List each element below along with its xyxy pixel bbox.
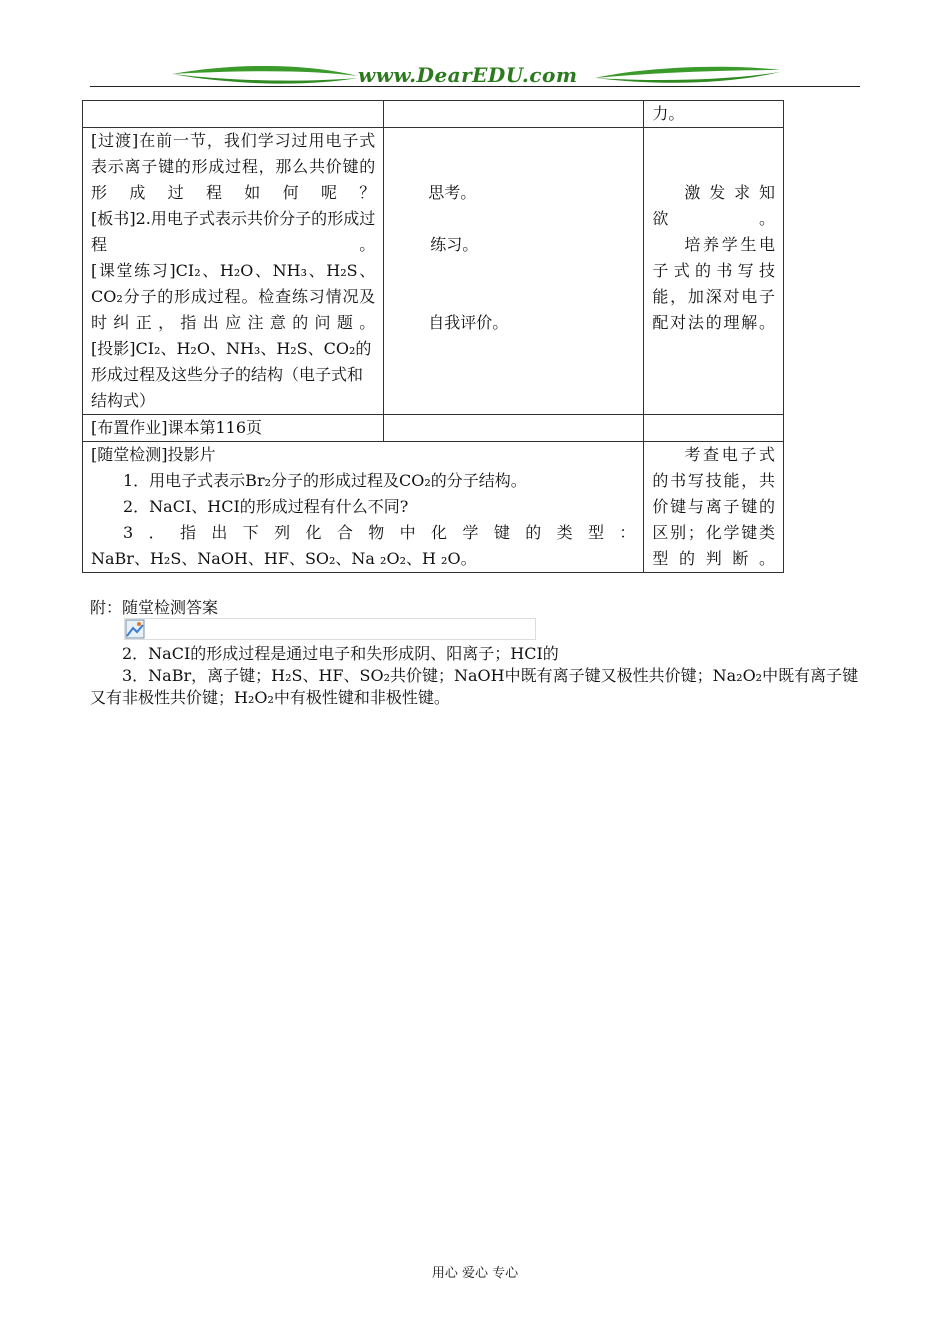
cell-text: [过渡]在前一节，我们学习过用电子式表示离子键的形成过程，那么共价键的形成过程如何呢？ xyxy=(91,131,376,202)
cell-text: 考查电子式的书写技能，共价键与离子键的区别；化学键类型的判断。 xyxy=(652,445,775,568)
table-cell xyxy=(384,101,644,128)
purpose-cell xyxy=(644,128,784,415)
teacher-activity-cell xyxy=(83,128,384,415)
cell-text: 自我评价。 xyxy=(428,313,509,332)
answer-3: 3．NaBr，离子键；H₂S、HF、SO₂共价键；NaOH中既有离子键又极性共价键；Na₂O₂中既有离子键又有非极性共价键；H₂O₂中有极性键和非极性键。 xyxy=(90,666,859,707)
purpose-cell xyxy=(644,442,784,573)
table-cell xyxy=(384,415,644,442)
page-header xyxy=(90,58,860,90)
student-activity-cell xyxy=(384,128,644,415)
cell-text: [板书]2.用电子式表示共价分子的形成过程。 xyxy=(91,209,376,254)
cell-text: [课堂练习]CI₂、H₂O、NH₃、H₂S、CO₂分子的形成过程。检查练习情况及时纠正，指出应注意的问题。 xyxy=(91,261,376,332)
table-row xyxy=(83,101,784,128)
table-row xyxy=(83,442,784,573)
header-logo-text: www.DearEDU.com xyxy=(358,63,578,87)
cell-text: 练习。 xyxy=(430,235,479,254)
page-footer: 用心 爱心 专心 xyxy=(431,1266,519,1281)
lesson-table xyxy=(82,100,784,573)
table-row xyxy=(83,415,784,442)
appendix xyxy=(90,597,860,709)
broken-image-icon xyxy=(125,619,145,639)
cell-text: NaBr、H₂S、NaOH、HF、SO₂、Na ₂O₂、H ₂O。 xyxy=(91,549,477,568)
table-cell: [布置作业]课本第116页 xyxy=(83,415,384,442)
appendix-title: 附：随堂检测答案 xyxy=(90,598,219,617)
table-cell: 力。 xyxy=(644,101,784,128)
cell-text: 思考。 xyxy=(428,183,477,202)
cell-text: [投影]CI₂、H₂O、NH₃、H₂S、CO₂的形成过程及这些分子的结构（电子式和结构式） xyxy=(91,339,372,410)
table-cell xyxy=(644,415,784,442)
table-row xyxy=(83,128,784,415)
cell-text: 2．NaCI、HCI的形成过程有什么不同? xyxy=(123,497,409,516)
cell-text: 3．指出下列化合物中化学键的类型： xyxy=(123,523,636,542)
cell-text: 激发求知欲。 xyxy=(652,183,775,228)
cell-text: 培养学生电子式的书写技能，加深对电子配对法的理解。 xyxy=(652,235,775,332)
table-cell xyxy=(83,101,384,128)
quiz-cell xyxy=(83,442,644,573)
answer-2: 2．NaCI的形成过程是通过电子和失形成阴、阳离子；HCI的 xyxy=(122,644,559,663)
header-rule xyxy=(90,86,860,87)
cell-text: 1．用电子式表示Br₂分子的形成过程及CO₂的分子结构。 xyxy=(123,471,527,490)
broken-image-placeholder xyxy=(124,618,536,640)
cell-text: [随堂检测]投影片 xyxy=(91,445,216,464)
